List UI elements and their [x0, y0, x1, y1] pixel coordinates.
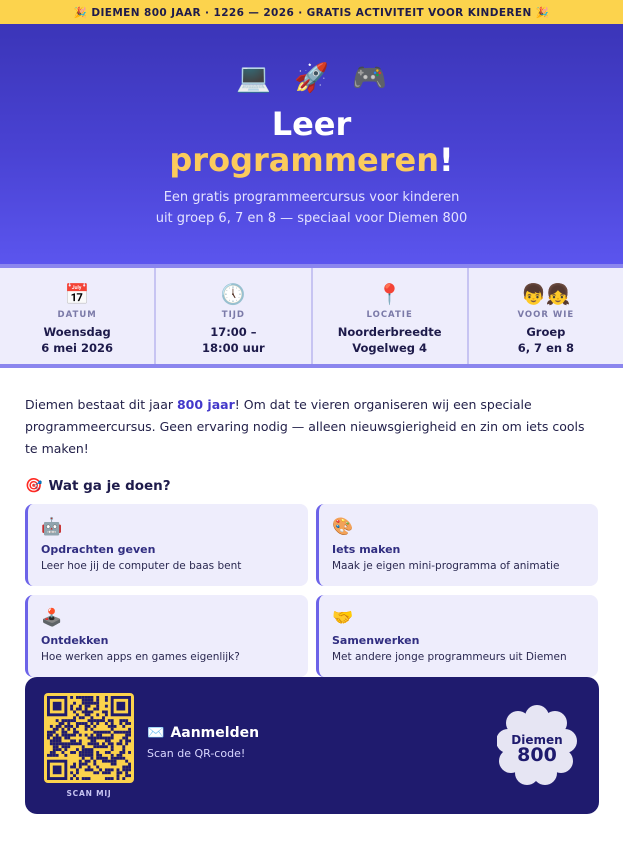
info-label: TIJD — [221, 310, 245, 320]
palette-icon: 🎨 — [332, 517, 354, 537]
info-value-line1: Woensdag — [43, 325, 111, 339]
game-controller-icon: 🎮 — [352, 61, 387, 94]
hero-title-line1: Leer — [271, 105, 352, 143]
info-label: VOOR WIE — [517, 310, 575, 320]
hero-title-highlight: programmeren — [169, 141, 439, 179]
card-title: Opdrachten geven — [41, 543, 156, 556]
signup-panel — [25, 677, 599, 814]
info-location — [313, 268, 469, 364]
qr-code-image — [47, 696, 131, 780]
section-title-text: Wat ga je doen? — [48, 478, 171, 494]
info-value-line2: Vogelweg 4 — [352, 341, 428, 355]
top-banner — [0, 0, 623, 24]
card-description: Maak je eigen mini-programma of animatie — [332, 560, 560, 572]
card-title: Iets maken — [332, 543, 401, 556]
calendar-icon: 📅 — [64, 282, 90, 306]
card-description: Leer hoe jij de computer de baas bent — [41, 560, 242, 572]
info-value-line1: Noorderbreedte — [337, 325, 442, 339]
qr-label: SCAN MIJ — [66, 789, 112, 798]
card-description: Hoe werken apps en games eigenlijk? — [41, 651, 240, 663]
hero — [0, 24, 623, 264]
card-title: Samenwerken — [332, 634, 420, 647]
activity-card — [25, 595, 308, 677]
signup-title: Aanmelden — [170, 725, 260, 741]
activity-card — [316, 595, 598, 677]
info-bar — [0, 264, 623, 368]
info-date — [0, 268, 156, 364]
hero-title-line2 — [0, 142, 623, 178]
hero-title-end: ! — [439, 141, 454, 179]
signup-heading — [147, 725, 259, 741]
intro-part2: ! Om dat te vieren organiseren wij een speciale programmeercursus. Geen ervaring nodig — alleen nieuwsgierigheid en zin om iets cools te maken! — [25, 397, 585, 456]
info-value-line2: 6, 7 en 8 — [517, 341, 575, 355]
info-value-line1: 17:00 – — [210, 325, 257, 339]
main-content — [0, 368, 623, 677]
envelope-icon: ✉️ — [147, 725, 165, 741]
diemen-800-logo — [497, 705, 577, 785]
hero-subtitle — [0, 187, 623, 229]
logo-text-line2: 800 — [517, 744, 557, 766]
robot-icon: 🤖 — [41, 517, 63, 537]
rocket-icon: 🚀 — [294, 61, 329, 94]
handshake-icon: 🤝 — [332, 608, 354, 628]
info-value-line2: 6 mei 2026 — [41, 341, 113, 355]
signup-subtitle: Scan de QR-code! — [147, 747, 246, 760]
info-label: LOCATIE — [366, 310, 413, 320]
info-audience — [469, 268, 623, 364]
activity-card — [25, 504, 308, 586]
hero-icons — [0, 60, 623, 96]
card-title: Ontdekken — [41, 634, 109, 647]
joystick-icon: 🕹️ — [41, 608, 63, 628]
qr-block — [44, 693, 134, 798]
card-description: Met andere jonge programmeurs uit Diemen — [332, 651, 567, 663]
section-title — [25, 478, 598, 494]
logo-badge — [497, 705, 577, 785]
logo-text-line1: Diemen — [511, 733, 563, 747]
info-label: DATUM — [57, 310, 97, 320]
hero-subtitle-line1: Een gratis programmeercursus voor kinderen — [163, 190, 460, 205]
laptop-icon: 💻 — [236, 61, 271, 94]
info-value-line1: Groep — [526, 325, 566, 339]
kids-icon: 👦👧 — [520, 282, 571, 306]
intro-highlight: 800 jaar — [176, 397, 235, 412]
clock-icon: 🕔 — [220, 282, 246, 306]
intro-part1: Diemen bestaat dit jaar — [25, 397, 177, 412]
hero-subtitle-line2: uit groep 6, 7 en 8 — speciaal voor Diemen 800 — [155, 211, 468, 226]
signup-text — [147, 725, 259, 760]
info-time — [156, 268, 312, 364]
activity-cards — [25, 504, 598, 677]
activity-card — [316, 504, 598, 586]
banner-text: 🎉 DIEMEN 800 JAAR · 1226 — 2026 · GRATIS ACTIVITEIT VOOR KINDEREN 🎉 — [73, 6, 550, 19]
pin-icon: 📍 — [377, 282, 403, 306]
info-value-line2: 18:00 uur — [202, 341, 265, 355]
intro-text — [25, 394, 598, 460]
qr-code[interactable] — [44, 693, 134, 783]
target-icon: 🎯 — [25, 478, 43, 494]
